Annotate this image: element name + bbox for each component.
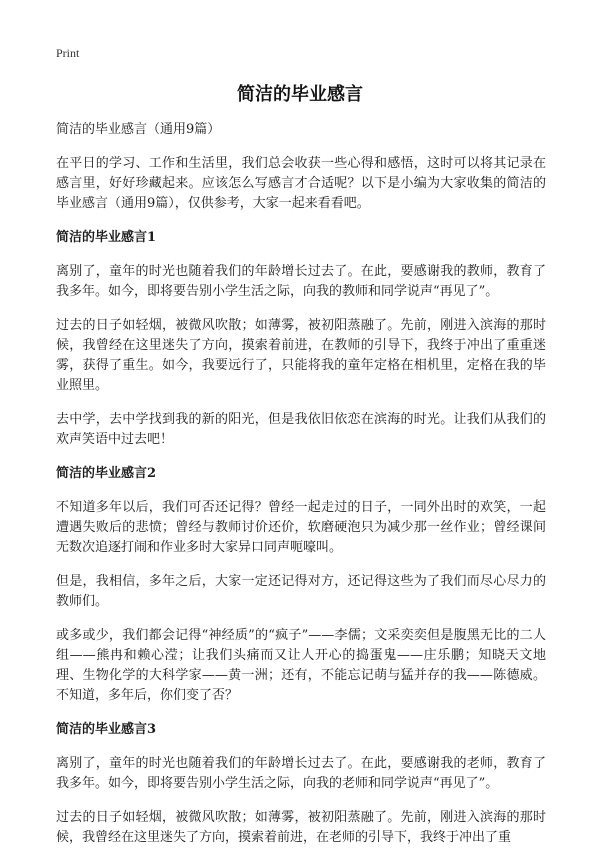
paragraph: 不知道多年以后，我们可否还记得？曾经一起走过的日子，一同外出时的欢笑，一起遭遇失败后的悲愤；曾经与教师讨价还价，软磨硬泡只为减少那一丝作业；曾经课间无数次追逐打闹和作业多时大家异口同声呃嚎叫。 (56, 500, 546, 555)
section-3 (56, 720, 546, 848)
section-heading: 简洁的毕业感言2 (56, 466, 157, 481)
paragraph: 或多或少，我们都会记得“神经质”的“疯子”——李儒；文采奕奕但是腹黑无比的二人组——熊冉和赖心滢；让我们头痛而又让人开心的捣蛋鬼——庄乐鹏；知晓天文地理、生物化学的大科学家——黄一洲；还有，不能忘记萌与猛并存的我——陈德威。不知道，多年后，你们变了否？ (56, 628, 546, 703)
intro-paragraph: 在平日的学习、工作和生活里，我们总会收获一些心得和感悟，这时可以将其记录在感言里，好好珍藏起来。应该怎么写感言才合适呢？以下是小编为大家收集的简洁的毕业感言（通用9篇），仅供参考，大家一起来看看吧。 (56, 156, 546, 211)
paragraph: 离别了，童年的时光也随着我们的年龄增长过去了。在此，要感谢我的老师，教育了我多年。如今，即将要告别小学生活之际，向我的老师和同学说声“再见了”。 (56, 756, 546, 791)
section-2 (56, 464, 546, 706)
document-body (56, 120, 546, 862)
paragraph: 过去的日子如轻烟，被微风吹散；如薄雾，被初阳蒸融了。先前，刚进入滨海的那时候，我曾经在这里迷失了方向，摸索着前进，在老师的引导下，我终于冲出了重 (56, 810, 546, 845)
paragraph: 但是，我相信，多年之后，大家一定还记得对方，还记得这些为了我们而尽心尽力的教师们。 (56, 574, 546, 609)
paragraph: 过去的日子如轻烟，被微风吹散；如薄雾，被初阳蒸融了。先前，刚进入滨海的那时候，我曾经在这里迷失了方向，摸索着前进，在教师的引导下，我终于冲出了重重迷雾，获得了重生。如今，我要远行了，只能将我的童年定格在相机里，定格在我的毕业照里。 (56, 318, 546, 393)
paragraph: 去中学，去中学找到我的新的阳光，但是我依旧依恋在滨海的时光。让我们从我们的欢声笑语中过去吧！ (56, 412, 546, 447)
paragraph: 离别了，童年的时光也随着我们的年龄增长过去了。在此，要感谢我的教师，教育了我多年。如今，即将要告别小学生活之际，向我的教师和同学说声“再见了”。 (56, 264, 546, 299)
page-title: 简洁的毕业感言 (237, 84, 363, 105)
document-subtitle: 简洁的毕业感言（通用9篇） (56, 122, 221, 137)
section-heading: 简洁的毕业感言1 (56, 230, 157, 245)
section-1 (56, 228, 546, 450)
section-heading: 简洁的毕业感言3 (56, 722, 157, 737)
print-link[interactable]: Print (56, 46, 80, 60)
